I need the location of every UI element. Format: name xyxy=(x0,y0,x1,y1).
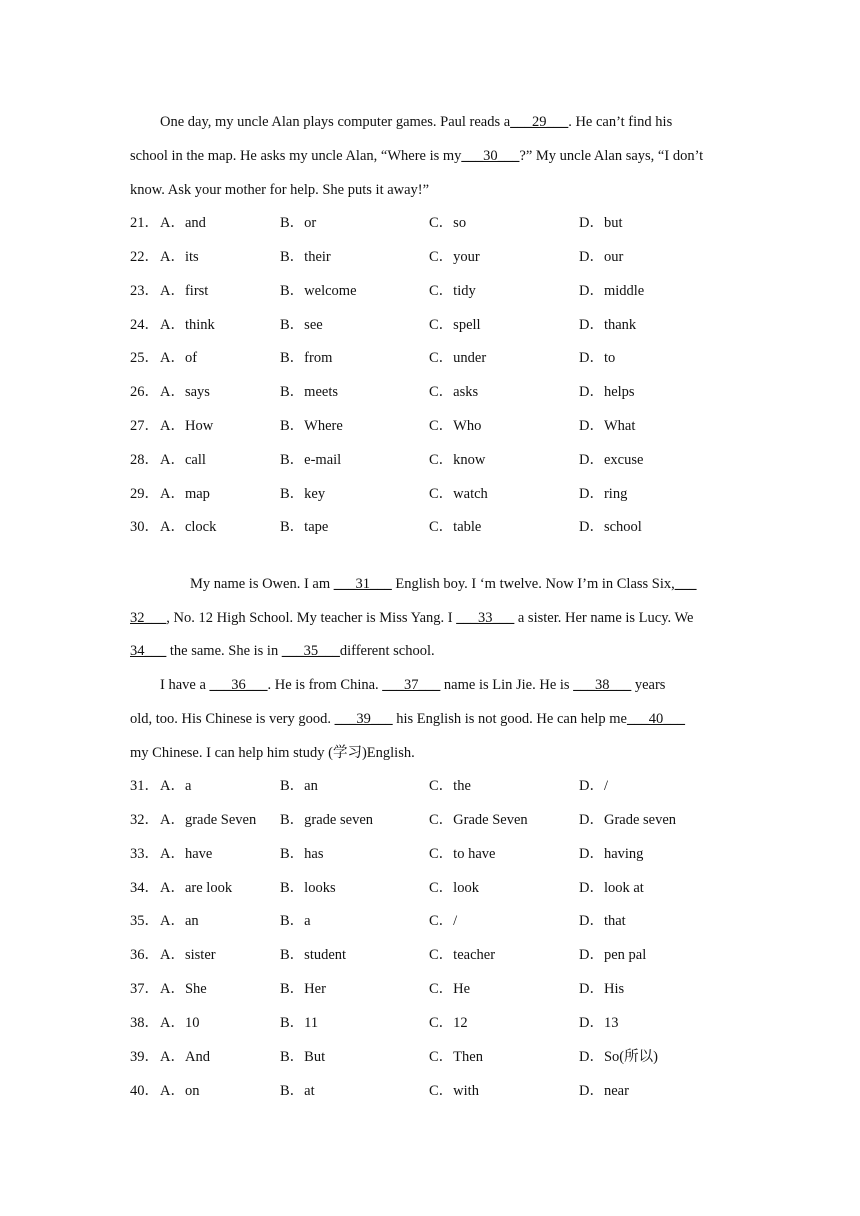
option-d: D．having xyxy=(579,846,644,862)
option-c: C．with xyxy=(429,1083,479,1099)
option-d: D．pen pal xyxy=(579,947,647,963)
option-d: D．His xyxy=(579,981,625,997)
passage-text: I have a xyxy=(160,677,210,693)
option-c: C．Grade Seven xyxy=(429,812,528,828)
option-b: B．Where xyxy=(280,418,343,434)
option-a: A．clock xyxy=(160,519,217,535)
question-number: 32． xyxy=(130,812,159,828)
option-b: B．key xyxy=(280,486,326,502)
option-c: C．look xyxy=(429,880,479,896)
option-c: C．your xyxy=(429,249,480,265)
option-d: D．Grade seven xyxy=(579,812,677,828)
option-d: D．look at xyxy=(579,880,644,896)
question-row xyxy=(130,315,750,335)
passage2-line3 xyxy=(130,641,435,661)
question-row xyxy=(130,348,750,368)
answer-blank-40: ___40___ xyxy=(627,711,685,727)
option-a: A．of xyxy=(160,350,198,366)
option-a: A．on xyxy=(160,1083,200,1099)
question-row xyxy=(130,247,750,267)
passage-text: different school. xyxy=(339,643,435,659)
option-b: B．a xyxy=(280,913,311,929)
option-b: B．But xyxy=(280,1049,326,1065)
option-c: C．to have xyxy=(429,846,496,862)
passage1-line3: know. Ask your mother for help. She puts it away!” xyxy=(130,182,430,198)
option-d: D．our xyxy=(579,249,624,265)
option-a: A．sister xyxy=(160,947,216,963)
question-number: 30． xyxy=(130,519,159,535)
option-d: D．but xyxy=(579,215,623,231)
option-d: D．ring xyxy=(579,486,628,502)
option-a: A．call xyxy=(160,452,206,468)
question-number: 34． xyxy=(130,880,159,896)
passage-text: a sister. Her name is Lucy. We xyxy=(514,610,694,626)
option-c: C．asks xyxy=(429,384,479,400)
question-row xyxy=(130,517,750,537)
answer-blank-30: ___30___ xyxy=(461,148,520,164)
question-row xyxy=(130,911,750,931)
question-row xyxy=(130,213,750,233)
option-b: B．their xyxy=(280,249,331,265)
option-c: C．under xyxy=(429,350,487,366)
option-c: C．12 xyxy=(429,1015,468,1031)
option-c: C．He xyxy=(429,981,471,997)
option-b: B．from xyxy=(280,350,333,366)
passage-text: My name is Owen. I am xyxy=(190,576,334,592)
answer-blank-39: ___39___ xyxy=(334,711,393,727)
option-b: B．or xyxy=(280,215,317,231)
passage-text: English boy. I ‘m twelve. Now I’m in Class Six, xyxy=(391,576,675,592)
question-row xyxy=(130,281,750,301)
option-a: A．have xyxy=(160,846,213,862)
question-number: 40． xyxy=(130,1083,159,1099)
option-a: A．an xyxy=(160,913,199,929)
option-d: D．to xyxy=(579,350,616,366)
answer-blank-33: ___33___ xyxy=(456,610,515,626)
question-row xyxy=(130,484,750,504)
passage-text: One day, my uncle Alan plays computer games. Paul reads a xyxy=(160,114,511,130)
answer-blank-29: ___29___ xyxy=(510,114,569,130)
option-d: D．that xyxy=(579,913,626,929)
option-b: B．tape xyxy=(280,519,329,535)
question-number: 25． xyxy=(130,350,159,366)
option-c: C．know xyxy=(429,452,486,468)
question-number: 26． xyxy=(130,384,159,400)
question-row xyxy=(130,450,750,470)
option-c: C．teacher xyxy=(429,947,496,963)
question-number: 23． xyxy=(130,283,159,299)
option-b: B．see xyxy=(280,317,323,333)
option-d: D．So(所以) xyxy=(579,1049,658,1065)
option-a: A．and xyxy=(160,215,206,231)
question-row xyxy=(130,1047,750,1067)
passage-text: . He can’t find his xyxy=(568,114,673,130)
option-c: C．so xyxy=(429,215,467,231)
question-number: 21． xyxy=(130,215,159,231)
option-b: B．student xyxy=(280,947,347,963)
passage2-line1 xyxy=(190,574,697,594)
answer-blank-31: ___31___ xyxy=(333,576,392,592)
passage-text: the same. She is in xyxy=(166,643,282,659)
question-row xyxy=(130,945,750,965)
option-a: A．How xyxy=(160,418,214,434)
option-a: A．10 xyxy=(160,1015,200,1031)
passage-text: his English is not good. He can help me xyxy=(392,711,627,727)
option-a: A．grade Seven xyxy=(160,812,257,828)
question-row xyxy=(130,878,750,898)
question-row xyxy=(130,810,750,830)
passage2-line6: my Chinese. I can help him study (学习)English. xyxy=(130,745,415,761)
option-a: A．map xyxy=(160,486,210,502)
question-number: 36． xyxy=(130,947,159,963)
option-a: A．its xyxy=(160,249,199,265)
question-number: 38． xyxy=(130,1015,159,1031)
answer-blank-38: ___38___ xyxy=(573,677,632,693)
option-a: A．are look xyxy=(160,880,233,896)
question-row xyxy=(130,382,750,402)
question-row xyxy=(130,1081,750,1101)
option-d: D．thank xyxy=(579,317,637,333)
option-a: A．a xyxy=(160,778,192,794)
question-row xyxy=(130,776,750,796)
question-number: 24． xyxy=(130,317,159,333)
option-a: A．She xyxy=(160,981,207,997)
passage-text: . He is from China. xyxy=(267,677,383,693)
passage-text: ?” My uncle Alan says, “I don’t xyxy=(519,148,704,164)
question-number: 33． xyxy=(130,846,159,862)
option-b: B．meets xyxy=(280,384,338,400)
passage2-line5 xyxy=(130,709,685,729)
option-c: C．Who xyxy=(429,418,482,434)
question-row xyxy=(130,979,750,999)
passage1-line2 xyxy=(130,146,703,166)
option-d: D．13 xyxy=(579,1015,619,1031)
question-number: 28． xyxy=(130,452,159,468)
option-c: C．watch xyxy=(429,486,488,502)
question-number: 31． xyxy=(130,778,159,794)
question-row xyxy=(130,416,750,436)
option-b: B．11 xyxy=(280,1015,319,1031)
answer-blank-36: ___36___ xyxy=(209,677,268,693)
option-c: C．tidy xyxy=(429,283,476,299)
option-a: A．says xyxy=(160,384,210,400)
option-b: B．welcome xyxy=(280,283,357,299)
option-c: C．table xyxy=(429,519,482,535)
option-d: D．excuse xyxy=(579,452,644,468)
option-d: D．helps xyxy=(579,384,635,400)
option-c: C．spell xyxy=(429,317,481,333)
option-d: D．What xyxy=(579,418,636,434)
answer-blank-35: ___35___ xyxy=(281,643,340,659)
question-number: 37． xyxy=(130,981,159,997)
passage-text: school in the map. He asks my uncle Alan, “Where is my xyxy=(130,148,462,164)
option-d: D．near xyxy=(579,1083,629,1099)
passage-text: years xyxy=(631,677,666,693)
option-d: D．/ xyxy=(579,778,608,794)
question-number: 35． xyxy=(130,913,159,929)
passage-text: name is Lin Jie. He is xyxy=(440,677,574,693)
passage1-line1 xyxy=(160,112,672,132)
option-b: B．looks xyxy=(280,880,336,896)
question-number: 22． xyxy=(130,249,159,265)
option-a: A．think xyxy=(160,317,215,333)
question-row xyxy=(130,1013,750,1033)
option-b: B．has xyxy=(280,846,324,862)
question-number: 39． xyxy=(130,1049,159,1065)
answer-blank-37: ___37___ xyxy=(382,677,441,693)
passage-text: , No. 12 High School. My teacher is Miss Yang. I xyxy=(166,610,457,626)
option-d: D．middle xyxy=(579,283,645,299)
passage-text: old, too. His Chinese is very good. xyxy=(130,711,335,727)
answer-blank-32-start: ___ xyxy=(674,576,697,592)
option-b: B．at xyxy=(280,1083,315,1099)
passage2-line4 xyxy=(160,675,665,695)
option-d: D．school xyxy=(579,519,642,535)
option-b: B．an xyxy=(280,778,318,794)
option-c: C．Then xyxy=(429,1049,483,1065)
question-number: 27． xyxy=(130,418,159,434)
option-c: C．the xyxy=(429,778,471,794)
option-b: B．e-mail xyxy=(280,452,342,468)
option-c: C．/ xyxy=(429,913,458,929)
option-b: B．Her xyxy=(280,981,326,997)
answer-blank-32: 32___ xyxy=(130,610,167,626)
option-b: B．grade seven xyxy=(280,812,374,828)
question-number: 29． xyxy=(130,486,159,502)
option-a: A．first xyxy=(160,283,209,299)
passage2-line2 xyxy=(130,608,693,628)
option-a: A．And xyxy=(160,1049,210,1065)
answer-blank-34: 34___ xyxy=(130,643,167,659)
question-row xyxy=(130,844,750,864)
